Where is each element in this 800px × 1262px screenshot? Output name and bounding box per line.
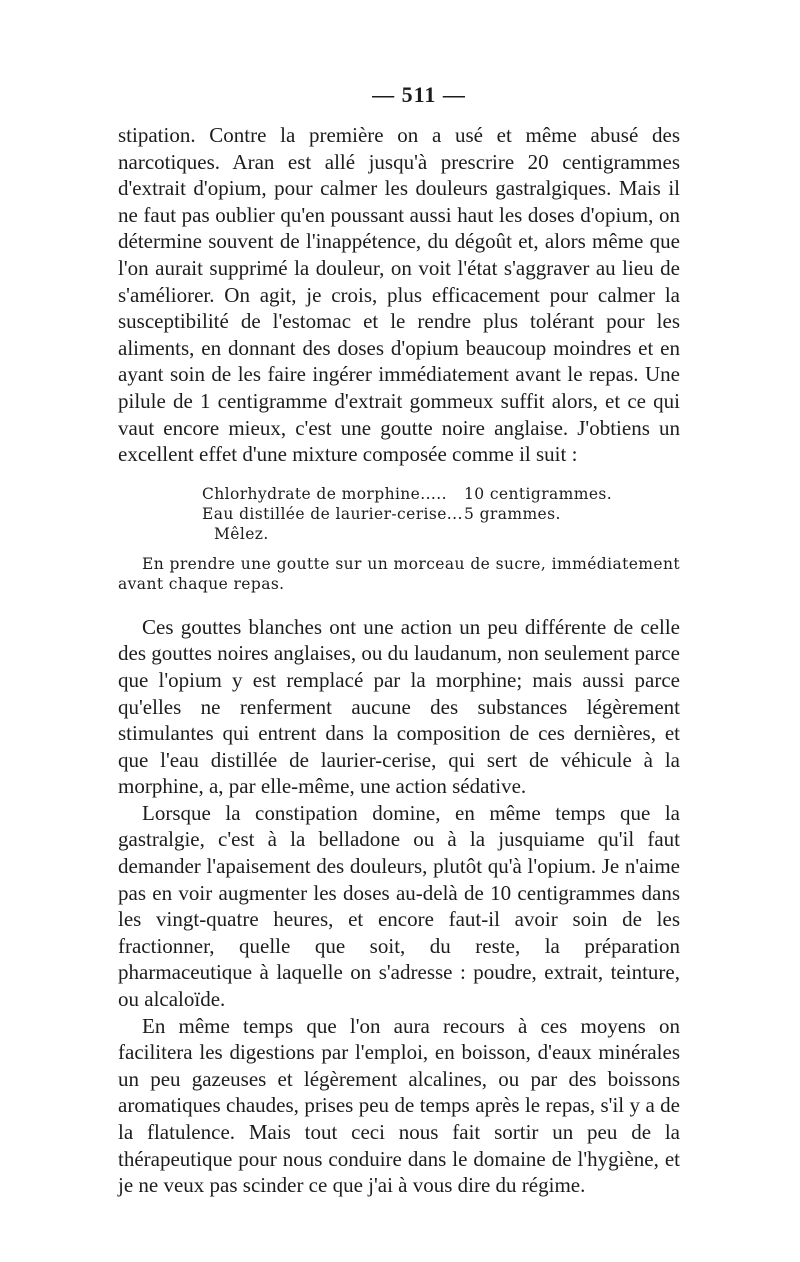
paragraph: Lorsque la constipation domine, en même temps que la gastralgie, c'est à la belladone ou à la jusquiame qu'il faut demander l'apaisement des douleurs, plutôt qu'à l'opium. Je n'aime pas en voir augmenter les doses au-delà de 10 centigrammes dans les vingt-quatre heures, et encore faut-il avoir soin de les fractionner, quelle que soit, du reste, la préparation pharmaceutique à laquelle on s'adresse : poudre, extrait, teinture, ou alcaloïde.: [118, 800, 680, 1012]
formula-mix-instruction: Mêlez.: [214, 524, 269, 543]
formula-ingredient: Eau distillée de laurier-cerise...: [202, 504, 463, 523]
formula-amount: 5 grammes.: [464, 504, 561, 523]
paragraph-continuation: stipation. Contre la première on a usé et même abusé des narcotiques. Aran est allé jusqu'à prescrire 20 centigrammes d'extrait d'opium, pour calmer les douleurs gastralgiques. Mais il ne faut pas oublier qu'en poussant aussi haut les doses d'opium, on détermine souvent de l'inappétence, du dégoût et, alors même que l'on aurait supprimé la douleur, on voit l'état s'aggraver au lieu de s'améliorer. On agit, je crois, plus efficacement pour calmer la susceptibilité de l'estomac et le rendre plus tolérant pour les aliments, en donnant des doses d'opium beaucoup moindres et en ayant soin de les faire ingérer immédiatement avant le repas. Une pilule de 1 centigramme d'extrait gommeux suffit alors, et ce qui vaut encore mieux, c'est une goutte noire anglaise. J'obtiens un excellent effet d'une mixture composée comme il suit :: [118, 123, 680, 467]
dosage-instruction: En prendre une goutte sur un morceau de sucre, immédiatement avant chaque repas.: [118, 554, 680, 593]
formula-row: [202, 504, 680, 524]
body-text: [118, 614, 680, 1199]
prescription-formula: [202, 484, 680, 544]
book-page: [118, 82, 680, 1199]
page-number: — 511 —: [372, 82, 466, 107]
formula-row: [202, 484, 680, 504]
formula-amount: 10 centigrammes.: [464, 484, 613, 503]
paragraph: Ces gouttes blanches ont une action un peu différente de celle des gouttes noires anglaises, ou du laudanum, non seulement parce que l'opium y est remplacé par la morphine; mais aussi parce qu'elles ne renferment aucune des substances légèrement stimulantes qui entrent dans la composition de ces dernières, et que l'eau distillée de laurier-cerise, qui sert de véhicule à la morphine, a, par elle-même, une action sédative.: [118, 614, 680, 799]
paragraph: En même temps que l'on aura recours à ces moyens on facilitera les digestions par l'emploi, en boisson, d'eaux minérales un peu gazeuses et légèrement alcalines, ou par des boissons aromatiques chaudes, prises peu de temps après le repas, s'il y a de la flatulence. Mais tout ceci nous fait sortir un peu de la thérapeutique pour nous conduire dans le domaine de l'hygiène, et je ne veux pas scinder ce que j'ai à vous dire du régime.: [118, 1013, 680, 1198]
formula-ingredient: Chlorhydrate de morphine.....: [202, 484, 447, 503]
